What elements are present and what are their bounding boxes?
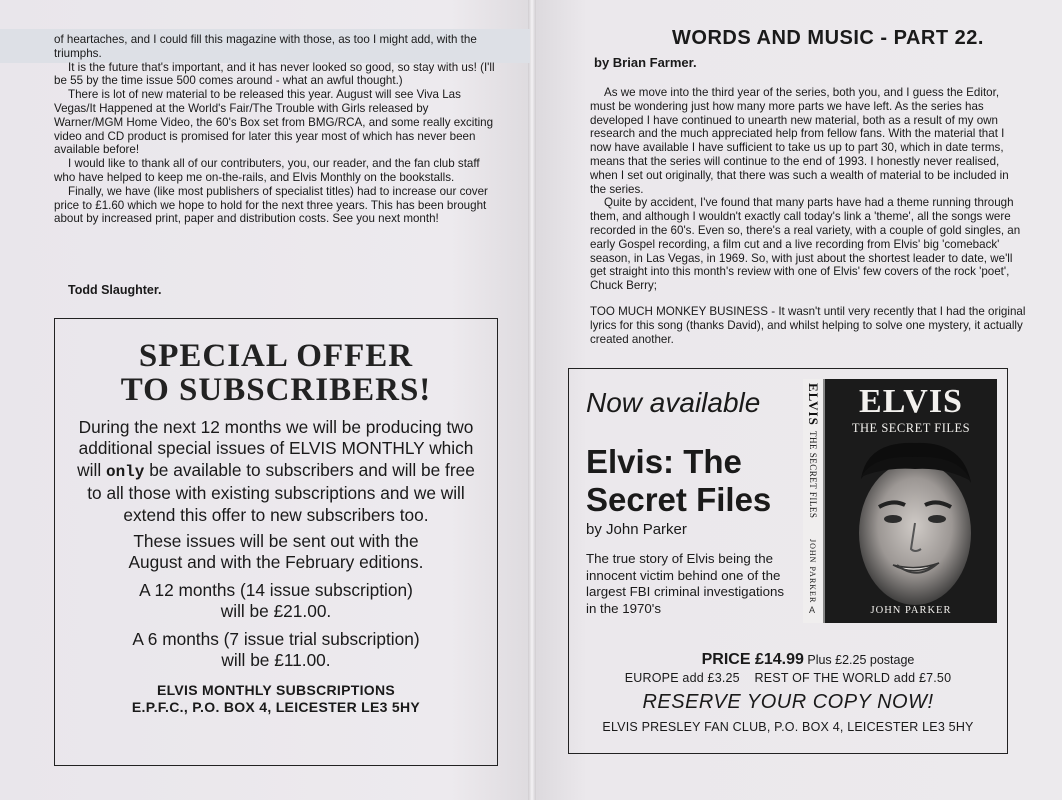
ad-author: by John Parker — [586, 521, 687, 538]
offer-price-12-months — [55, 580, 497, 623]
editorial-paragraph: There is lot of new material to be released this year. August will see Viva Las Vegas/It Happened at the World's Fair/The Trouble with Girls released by Warner/MGM Home Video, the 60's Box set from BMG/RCA, and some really exciting video and CD product is promised for later this year most of which has never been available before! — [54, 88, 494, 157]
book-advert — [568, 368, 1008, 754]
page-spine — [528, 0, 536, 800]
offer-address-line: ELVIS MONTHLY SUBSCRIPTIONS — [156, 682, 396, 699]
ad-europe-postage: EUROPE add £3.25 — [624, 671, 740, 685]
article-paragraph: Quite by accident, I've found that many parts have had a theme running through them, and although I wouldn't exactly call today's link a 'theme', all the songs were recorded in the 60's. Even so, there's a real variety, with a couple of gold singles, an early Gospel recording, a film cut and a live recording from Elvis' big 'comeback' season, in Las Vegas, in 1969. So, with just about the shortest leader to date, we'll get straight into this month's review with one of Elvis' few covers of the rock 'poet', Chuck Berry; — [590, 196, 1021, 293]
offer-price-line: will be £21.00. — [220, 601, 332, 622]
offer-title — [55, 339, 497, 407]
ad-world-postage: REST OF THE WORLD add £7.50 — [754, 671, 952, 685]
article — [590, 27, 1026, 346]
offer-address-line: E.P.F.C., P.O. BOX 4, LEICESTER LE3 5HY — [131, 699, 421, 716]
offer-address — [55, 682, 497, 716]
article-byline: by Brian Farmer. — [594, 55, 697, 70]
ad-price-line — [569, 651, 1007, 669]
book-cover-image — [803, 379, 997, 623]
ad-book-title — [586, 443, 816, 519]
spine-subtitle: THE SECRET FILES — [808, 431, 818, 519]
ad-book-title-line: Elvis: The — [586, 443, 742, 480]
book-spine — [803, 379, 825, 623]
ad-description: The true story of Elvis being the innocent victim behind one of the largest FBI criminal investigations in the 1970's — [586, 551, 785, 616]
editorial-paragraph: It is the future that's important, and it has never looked so good, so stay with us! (I'll be 55 by the time issue 500 comes around - what an awful thought.) — [54, 60, 495, 88]
offer-price-line: A 6 months (7 issue trial subscription) — [132, 628, 420, 649]
ad-now-available: Now available — [586, 387, 761, 418]
editorial-paragraph: Finally, we have (like most publishers of specialist titles) had to increase our cover price to £1.60 which we hope to hold for the next three years. This has been brought about by increased print, paper and distribution costs. See you next month! — [54, 184, 488, 226]
editorial-paragraph: of heartaches, and I could fill this magazine with those, as too I might add, with the triumphs. — [54, 33, 477, 60]
ad-price: PRICE £14.99 — [701, 651, 804, 668]
offer-body-emphasis: only — [105, 462, 145, 481]
spine-author: JOHN PARKER — [808, 539, 817, 604]
spine-publisher-mark: A — [809, 605, 816, 615]
ad-book-title-line: Secret Files — [586, 481, 772, 518]
article-paragraph: As we move into the third year of the series, both you, and I guess the Editor, must be wondering just how many more parts we have left. As the series has developed I have continued to unearth new material, both as a result of my own research and the much appreciated help from fellow fans. With the material that I now have available I have sufficient to take us up to part 30, which in date terms, means that the series will continue to the end of 1993. I honestly never realised, when I set out originally, that there was such a wealth of material to be included in the series. — [590, 86, 1009, 196]
ad-address: ELVIS PRESLEY FAN CLUB, P.O. BOX 4, LEICESTER LE3 5HY — [602, 720, 974, 734]
offer-price-6-months — [55, 629, 497, 672]
ad-overseas-postage — [569, 671, 1007, 685]
article-paragraph: TOO MUCH MONKEY BUSINESS - It wasn't until very recently that I had the original lyrics for this song (thanks David), and whilst helping to solve one mystery, it actually created another. — [590, 304, 1026, 346]
article-title: WORDS AND MUSIC - PART 22. — [672, 27, 984, 49]
editor-signature: Todd Slaughter. — [68, 283, 162, 297]
ad-reserve-callout: RESERVE YOUR COPY NOW! — [642, 691, 934, 713]
editorial-text — [54, 33, 500, 226]
editorial-paragraph: I would like to thank all of our contributers, you, our reader, and the fan club staff who have helped to keep me on-the-rails, and Elvis Monthly on the bookstalls. — [54, 157, 480, 184]
offer-price-line: will be £11.00. — [221, 650, 331, 671]
offer-price-line: A 12 months (14 issue subscription) — [139, 579, 413, 600]
ad-postage: Plus £2.25 postage — [807, 653, 915, 667]
article-body — [590, 86, 1026, 346]
offer-issues-text: These issues will be sent out with the August and with the February editions. — [128, 531, 424, 573]
cover-author: JOHN PARKER — [870, 605, 952, 616]
offer-title-line: TO SUBSCRIBERS! — [120, 372, 432, 408]
elvis-portrait-illustration — [833, 437, 993, 605]
cover-title: ELVIS — [859, 383, 963, 420]
offer-body — [55, 417, 497, 526]
cover-subtitle: THE SECRET FILES — [851, 421, 971, 435]
spine-title: ELVIS — [806, 383, 821, 426]
offer-body-text: During the next 12 months we will be producing two additional special issues of ELVIS MONTHLY which will — [77, 417, 474, 480]
special-offer-box — [54, 318, 498, 766]
offer-body-text: be available to subscribers and will be free to all those with existing subscriptions and we will extend this offer to new subscribers too. — [87, 459, 475, 525]
offer-title-line: SPECIAL OFFER — [138, 338, 414, 374]
